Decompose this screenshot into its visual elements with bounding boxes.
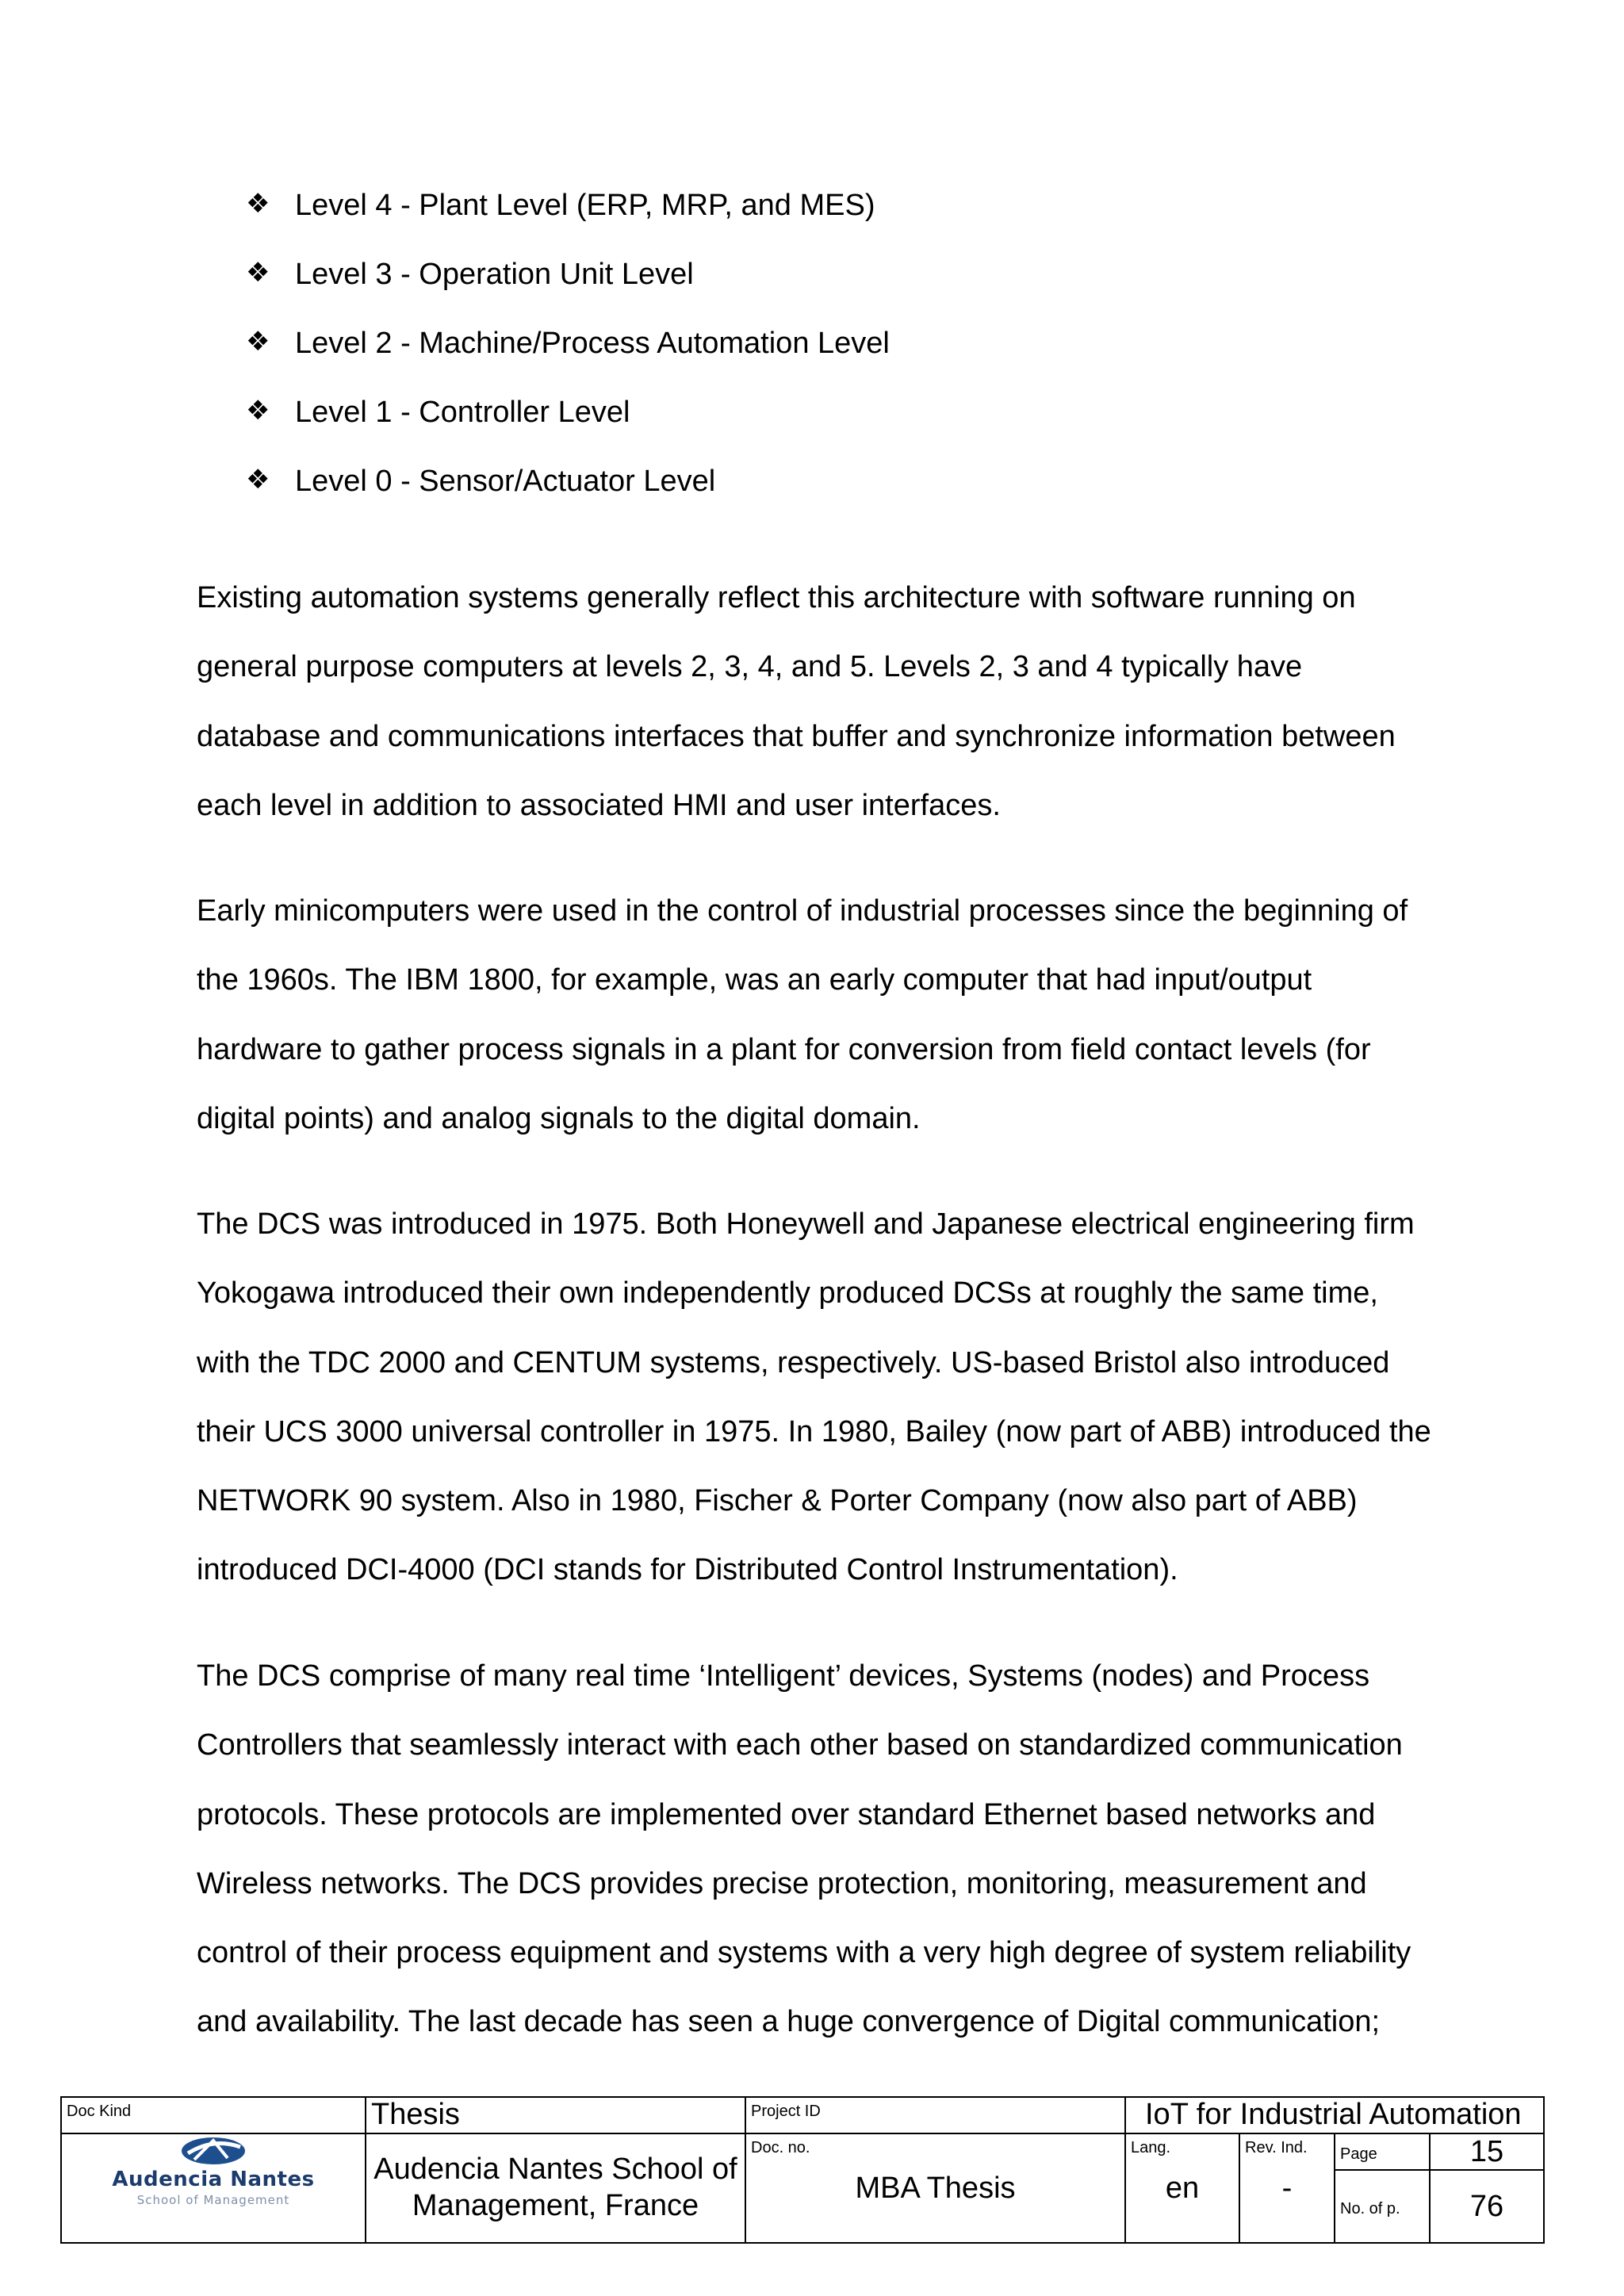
list-item-text: Level 3 - Operation Unit Level — [295, 258, 694, 291]
lang-label: Lang. — [1131, 2139, 1171, 2156]
doc-kind-value: Thesis — [366, 2097, 745, 2133]
project-id-label: Project ID — [745, 2097, 1125, 2133]
diamond-bullet-icon: ❖ — [246, 188, 270, 220]
audencia-emblem-icon — [178, 2134, 248, 2168]
paragraph-line: The DCS was introduced in 1975. Both Honeywell and Japanese electrical engineering firm — [197, 1207, 1415, 1241]
list-item-text: Level 2 - Machine/Process Automation Level — [295, 327, 890, 360]
paragraph-minicomputers — [197, 877, 1465, 1154]
institution-line: Audencia Nantes School of — [373, 2152, 737, 2187]
paragraph-line: The DCS comprise of many real time ‘Intelligent’ devices, Systems (nodes) and Process — [197, 1659, 1370, 1693]
paragraph-line: introduced DCI-4000 (DCI stands for Distributed Control Instrumentation). — [197, 1553, 1178, 1587]
paragraph-automation-architecture — [197, 564, 1465, 840]
paragraph-line: hardware to gather process signals in a plant for conversion from field contact levels (for — [197, 1032, 1371, 1066]
paragraph-dcs-history — [197, 1190, 1465, 1605]
project-id-value: IoT for Industrial Automation — [1125, 2097, 1544, 2133]
no-of-pages-value: 76 — [1430, 2170, 1544, 2243]
logo-name: Audencia Nantes — [112, 2168, 315, 2191]
doc-kind-label: Doc Kind — [61, 2097, 366, 2133]
audencia-logo — [62, 2134, 365, 2207]
paragraph-line: each level in addition to associated HMI and user interfaces. — [197, 788, 1001, 822]
list-item — [246, 397, 890, 466]
level-list — [246, 190, 890, 535]
list-item — [246, 259, 890, 328]
paragraph-line: general purpose computers at levels 2, 3, 4, and 5. Levels 2, 3 and 4 typically have — [197, 650, 1303, 684]
page-label: Page — [1335, 2133, 1430, 2170]
paragraph-line: their UCS 3000 universal controller in 1975. In 1980, Bailey (now part of ABB) introduced the — [197, 1414, 1431, 1448]
paragraph-line: Existing automation systems generally reflect this architecture with software running on — [197, 581, 1356, 614]
list-item — [246, 328, 890, 397]
paragraph-line: NETWORK 90 system. Also in 1980, Fischer & Porter Company (now also part of ABB) — [197, 1484, 1358, 1518]
doc-no-cell — [745, 2133, 1125, 2243]
paragraph-line: with the TDC 2000 and CENTUM systems, respectively. US-based Bristol also introduced — [197, 1345, 1390, 1380]
diamond-bullet-icon: ❖ — [246, 464, 270, 496]
document-footer-table — [60, 2096, 1545, 2244]
rev-label: Rev. Ind. — [1245, 2139, 1308, 2156]
doc-no-value: MBA Thesis — [855, 2172, 1016, 2205]
list-item — [246, 190, 890, 259]
page-value: 15 — [1430, 2133, 1544, 2170]
paragraph-line: control of their process equipment and systems with a very high degree of system reliability — [197, 1936, 1411, 1970]
diamond-bullet-icon: ❖ — [246, 326, 270, 358]
paragraph-line: and availability. The last decade has seen a huge convergence of Digital communication; — [197, 2005, 1381, 2039]
rev-value: - — [1281, 2172, 1293, 2205]
rev-cell — [1239, 2133, 1335, 2243]
list-item — [246, 466, 890, 535]
paragraph-line: Controllers that seamlessly interact with each other based on standardized communication — [197, 1728, 1403, 1762]
logo-cell — [61, 2133, 366, 2243]
doc-no-label: Doc. no. — [751, 2139, 810, 2156]
no-of-pages-label: No. of p. — [1335, 2170, 1430, 2243]
paragraph-line: digital points) and analog signals to the digital domain. — [197, 1101, 921, 1135]
diamond-bullet-icon: ❖ — [246, 395, 270, 427]
paragraph-line: Wireless networks. The DCS provides precise protection, monitoring, measurement and — [197, 1866, 1367, 1900]
institution-line: Management, France — [412, 2189, 699, 2222]
paragraph-line: the 1960s. The IBM 1800, for example, was an early computer that had input/output — [197, 963, 1312, 997]
paragraph-dcs-description — [197, 1642, 1465, 2057]
paragraph-line: Early minicomputers were used in the control of industrial processes since the beginning of — [197, 894, 1408, 928]
diamond-bullet-icon: ❖ — [246, 257, 270, 289]
lang-cell — [1125, 2133, 1239, 2243]
list-item-text: Level 1 - Controller Level — [295, 396, 630, 429]
paragraph-line: protocols. These protocols are implemented over standard Ethernet based networks and — [197, 1797, 1376, 1831]
paragraph-line: database and communications interfaces that buffer and synchronize information between — [197, 719, 1396, 753]
paragraph-line: Yokogawa introduced their own independently produced DCSs at roughly the same time, — [197, 1276, 1378, 1311]
list-item-text: Level 0 - Sensor/Actuator Level — [295, 465, 716, 498]
logo-subtitle: School of Management — [136, 2193, 290, 2207]
lang-value: en — [1165, 2172, 1200, 2205]
institution-cell — [366, 2133, 745, 2243]
list-item-text: Level 4 - Plant Level (ERP, MRP, and MES) — [295, 189, 875, 222]
